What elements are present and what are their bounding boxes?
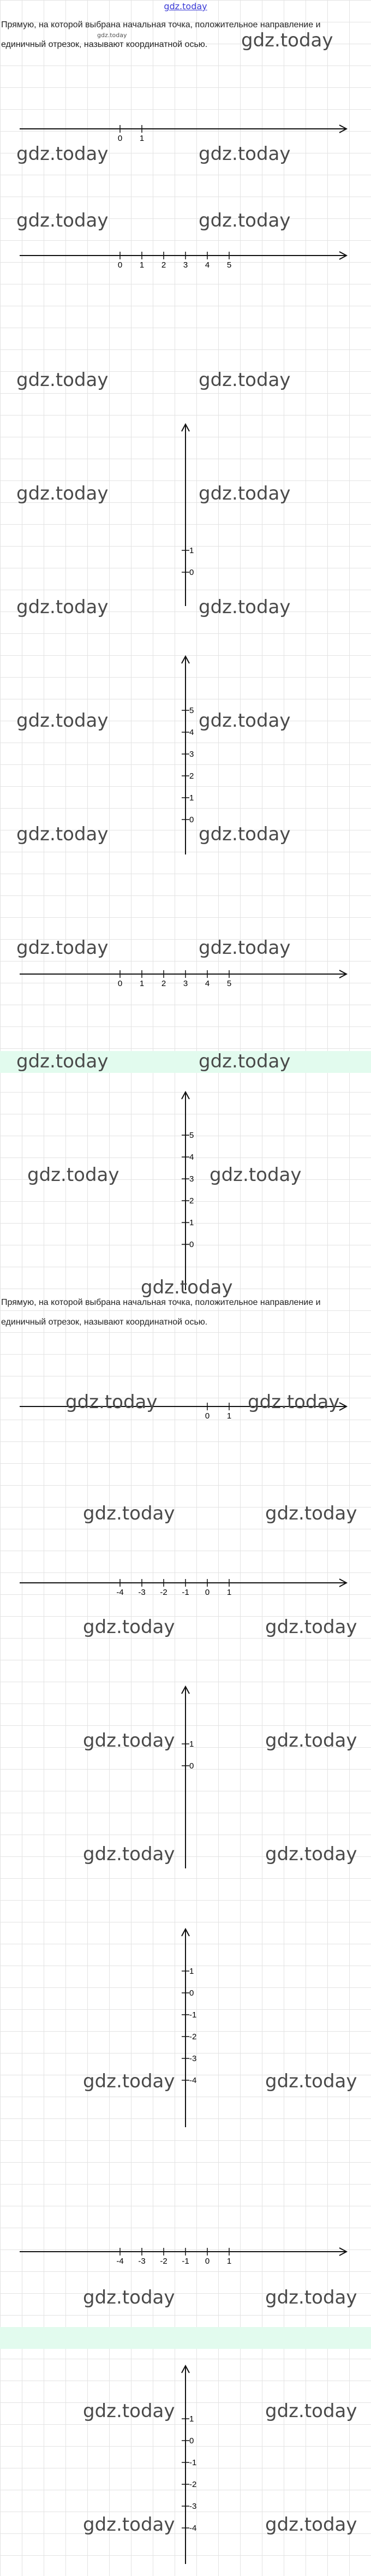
tick-label: 5 <box>189 706 194 715</box>
watermark: gdz.today <box>265 2514 357 2536</box>
tick-label: 1 <box>189 1967 194 1976</box>
tick-label: 5 <box>226 260 232 270</box>
tick-label: 1 <box>139 260 145 270</box>
watermark: gdz.today <box>199 823 291 845</box>
tick-label: 1 <box>189 1218 194 1227</box>
tick-label: 1 <box>226 1411 232 1421</box>
number-line-5 <box>0 965 371 993</box>
watermark: gdz.today <box>83 2514 175 2536</box>
watermark: gdz.today <box>199 710 291 732</box>
number-line-10 <box>0 1925 371 2133</box>
tick-label: -4 <box>116 1588 124 1597</box>
watermark: gdz.today <box>141 1277 233 1298</box>
number-line-2 <box>0 247 371 274</box>
tick-label: 1 <box>189 793 194 803</box>
tick-label: 0 <box>117 260 123 270</box>
watermark: gdz.today <box>16 210 109 232</box>
watermark: gdz.today <box>16 823 109 845</box>
watermark: gdz.today <box>83 1616 175 1638</box>
tick-label: -3 <box>189 2054 197 2063</box>
tick-label: 3 <box>189 750 194 759</box>
definition-line-1: Прямую, на которой выбрана начальная точка, положительное направление и <box>1 1298 321 1307</box>
tick-label: 5 <box>226 979 232 988</box>
number-line-11 <box>0 2243 371 2270</box>
watermark: gdz.today <box>83 2400 175 2422</box>
tick-label: -2 <box>160 1588 167 1597</box>
tick-label: 4 <box>189 728 194 737</box>
watermark: gdz.today <box>265 1730 357 1752</box>
tick-label: 0 <box>205 1588 210 1597</box>
tick-label: 4 <box>189 1153 194 1162</box>
watermark: gdz.today <box>199 483 291 504</box>
watermark: gdz.today <box>27 1164 119 1186</box>
tick-label: 0 <box>117 134 123 143</box>
tick-label: -2 <box>189 2032 197 2041</box>
tick-label: 3 <box>189 1174 194 1184</box>
watermark: gdz.today <box>16 1050 109 1072</box>
watermark: gdz.today <box>199 1050 291 1072</box>
watermark: gdz.today <box>265 1503 357 1524</box>
tick-label: -1 <box>189 2458 197 2467</box>
watermark: gdz.today <box>16 143 109 165</box>
watermark: gdz.today <box>199 210 291 232</box>
site-header-link[interactable]: gdz.today <box>164 1 207 11</box>
watermark: gdz.today <box>83 1503 175 1524</box>
watermark: gdz.today <box>265 2400 357 2422</box>
tick-label: 1 <box>189 1740 194 1749</box>
tick-label: 1 <box>189 2414 194 2424</box>
tick-label: -3 <box>138 1588 146 1597</box>
watermark: gdz.today <box>265 2070 357 2092</box>
tick-label: -1 <box>189 2010 197 2020</box>
watermark: gdz.today <box>16 483 109 504</box>
tick-label: 2 <box>161 979 166 988</box>
tick-label: 1 <box>189 546 194 555</box>
tick-label: 1 <box>139 134 145 143</box>
watermark: gdz.today <box>265 1616 357 1638</box>
tick-label: -3 <box>189 2502 197 2511</box>
watermark: gdz.today <box>16 369 109 391</box>
tick-label: 0 <box>117 979 123 988</box>
tick-label: -4 <box>189 2524 197 2533</box>
tick-label: 2 <box>189 771 194 781</box>
tick-label: 0 <box>189 1989 194 1998</box>
watermark: gdz.today <box>265 2287 357 2308</box>
watermark: gdz.today <box>83 1843 175 1865</box>
watermark: gdz.today <box>16 937 109 959</box>
tick-label: -2 <box>189 2480 197 2489</box>
tick-label: 0 <box>205 2257 210 2266</box>
tick-label: -4 <box>116 2257 124 2266</box>
watermark: gdz.today <box>199 596 291 618</box>
tick-label: 1 <box>226 2257 232 2266</box>
tick-label: 0 <box>189 1761 194 1771</box>
tick-label: 4 <box>205 260 210 270</box>
tick-label: 3 <box>183 979 188 988</box>
watermark: gdz.today <box>65 1391 158 1413</box>
tick-label: 1 <box>226 1588 232 1597</box>
definition-line-2: единичный отрезок, называют координатной осью. <box>1 40 208 49</box>
tick-label: -4 <box>189 2076 197 2085</box>
definition-line-1: Прямую, на которой выбрана начальная точка, положительное направление и <box>1 20 321 29</box>
number-line-8 <box>0 1574 371 1601</box>
small-watermark: gdz.today <box>97 32 127 39</box>
watermark: gdz.today <box>199 937 291 959</box>
highlight-band <box>0 2327 371 2349</box>
tick-label: -1 <box>182 1588 189 1597</box>
tick-label: 0 <box>189 815 194 824</box>
tick-label: -1 <box>182 2257 189 2266</box>
watermark: gdz.today <box>210 1164 302 1186</box>
tick-label: 0 <box>189 1240 194 1249</box>
tick-label: -3 <box>138 2257 146 2266</box>
watermark: gdz.today <box>199 143 291 165</box>
tick-label: 5 <box>189 1131 194 1140</box>
definition-line-2: единичный отрезок, называют координатной осью. <box>1 1317 208 1327</box>
definition-paragraph-repeat <box>1 1293 370 1332</box>
tick-label: -2 <box>160 2257 167 2266</box>
watermark: gdz.today <box>16 596 109 618</box>
watermark: gdz.today <box>83 2287 175 2308</box>
tick-label: 0 <box>189 568 194 577</box>
number-line-12 <box>0 2362 371 2569</box>
tick-label: 2 <box>189 1196 194 1206</box>
watermark: gdz.today <box>241 29 333 51</box>
watermark: gdz.today <box>16 710 109 732</box>
tick-label: 0 <box>205 1411 210 1421</box>
tick-label: 3 <box>183 260 188 270</box>
tick-label: 4 <box>205 979 210 988</box>
watermark: gdz.today <box>83 2070 175 2092</box>
tick-label: 0 <box>189 2436 194 2446</box>
watermark: gdz.today <box>248 1391 340 1413</box>
number-line-6 <box>0 1088 371 1296</box>
tick-label: 1 <box>139 979 145 988</box>
watermark: gdz.today <box>199 369 291 391</box>
watermark: gdz.today <box>265 1843 357 1865</box>
number-line-3 <box>0 420 371 612</box>
watermark: gdz.today <box>83 1730 175 1752</box>
tick-label: 2 <box>161 260 166 270</box>
